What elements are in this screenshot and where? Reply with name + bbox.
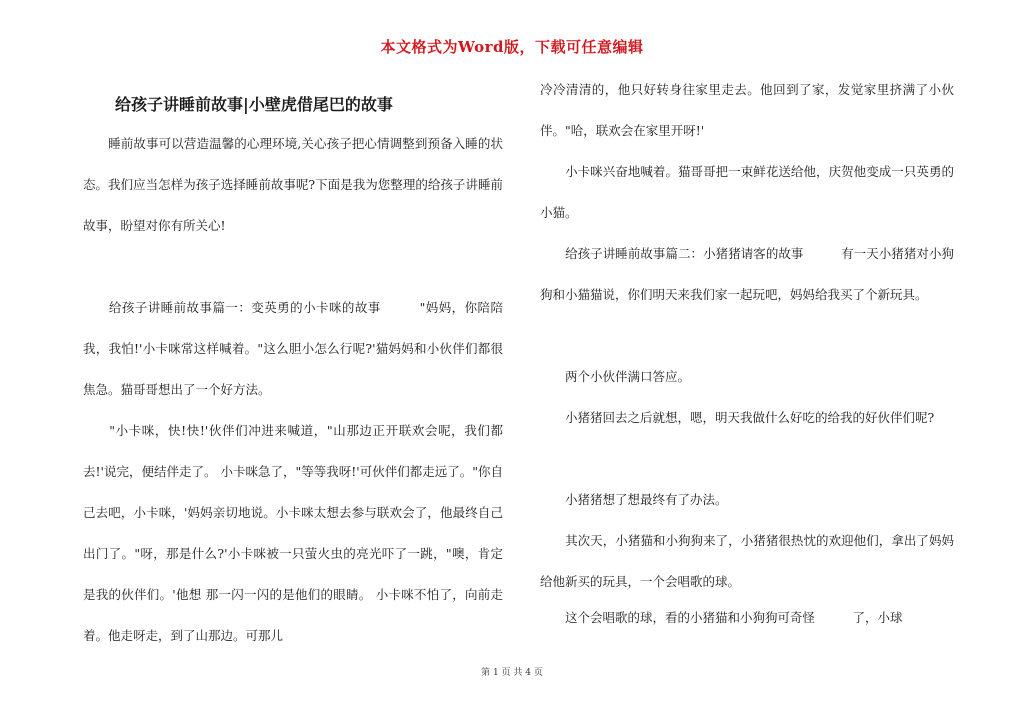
paragraph: 小猪猪想了想最终有了办法。 xyxy=(540,492,728,507)
paragraph: 两个小伙伴满口答应。 xyxy=(540,369,691,384)
header-banner: 本文格式为Word版，下载可任意编辑 xyxy=(380,38,644,56)
document-title: 给孩子讲睡前故事|小壁虎借尾巴的故事 xyxy=(115,95,393,114)
page-number-footer: 第 1 页 共 4 页 xyxy=(481,668,543,678)
paragraph: 这个会唱歌的球，看的小猪猫和小狗狗可奇怪 了，小球 xyxy=(540,610,903,625)
paragraph: "小卡咪，快!快!'伙伴们冲进来喊道，"山那边正开联欢会呢，我们都去!'说完，便结伴走了。 小卡咪急了，"等等我呀!'可伙伴们都走远了。"你自己去吧，小卡咪，'妈妈亲切地说。小卡咪太想去参与联欢会了，他最终自己出门了。"呀，那是什么?'小卡咪被一只萤火虫的亮光吓了一跳，"噢，肯定是我的伙伴们。'他想 那一闪一闪的是他们的眼睛。 小卡咪不怕了，向前走着。他走呀走，到了山那边。可那儿 xyxy=(83,423,503,643)
paragraph: 小卡咪兴奋地喊着。猫哥哥把一束鲜花送给他，庆贺他变成一只英勇的小猫。 xyxy=(540,164,954,220)
paragraph: 给孩子讲睡前故事篇一：变英勇的小卡咪的故事 "妈妈，你陪陪我，我怕!'小卡咪常这样喊着。"这么胆小怎么行呢?'猫妈妈和小伙伴们都很焦急。猫哥哥想出了一个好方法。 xyxy=(83,300,503,397)
paragraph: 睡前故事可以营造温馨的心理环境,关心孩子把心情调整到预备入睡的状态。我们应当怎样为孩子选择睡前故事呢?下面是我为您整理的给孩子讲睡前故事，盼望对你有所关心! xyxy=(83,136,503,233)
paragraph: 其次天，小猪猫和小狗狗来了，小猪猪很热忱的欢迎他们，拿出了妈妈给他新买的玩具，一个会唱歌的球。 xyxy=(540,533,954,589)
paragraph: 冷冷清清的，他只好转身往家里走去。他回到了家，发觉家里挤满了小伙伴。"哈，联欢会在家里开呀!' xyxy=(540,82,954,138)
paragraph: 小猪猪回去之后就想，嗯，明天我做什么好吃的给我的好伙伴们呢? xyxy=(540,410,935,425)
paragraph: 给孩子讲睡前故事篇二：小猪猪请客的故事 有一天小猪猪对小狗狗和小猫猫说，你们明天来我们家一起玩吧，妈妈给我买了个新玩具。 xyxy=(540,246,954,302)
